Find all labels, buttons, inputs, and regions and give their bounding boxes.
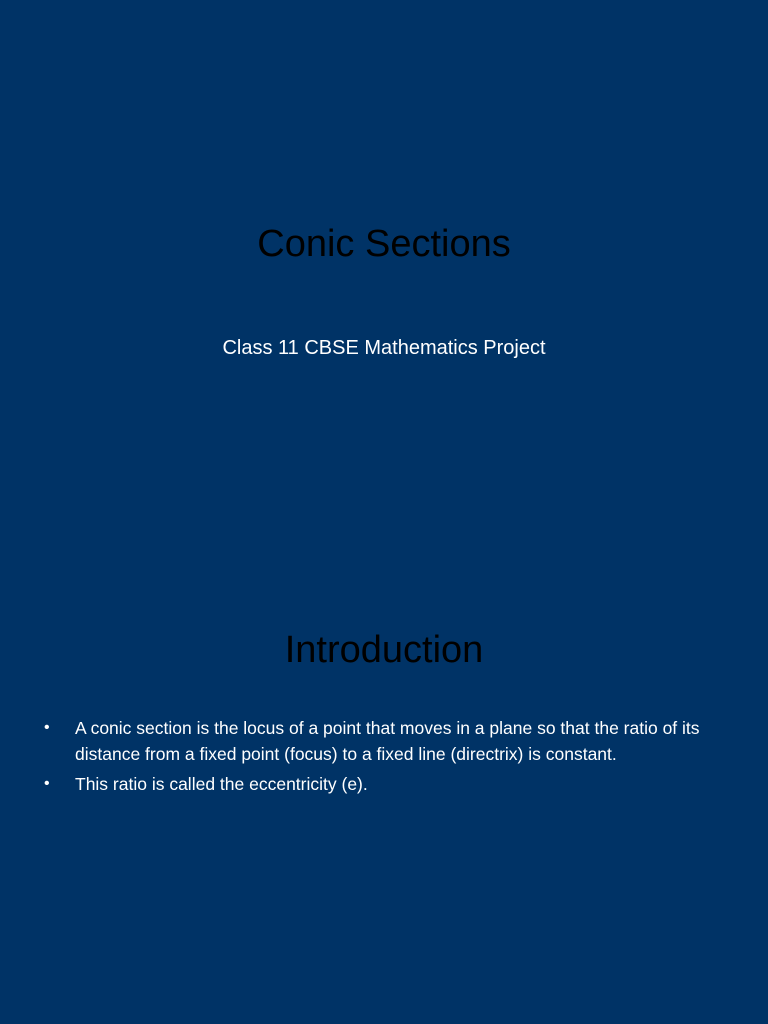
bullet-text: This ratio is called the eccentricity (e).: [75, 774, 368, 794]
bullet-text: A conic section is the locus of a point that moves in a plane so that the ratio of its distance from a fixed point (focus) to a fixed line (directrix) is constant.: [75, 718, 700, 764]
bullet-icon: •: [44, 775, 50, 792]
bullet-item: [40, 771, 720, 797]
bullet-icon: •: [44, 719, 50, 736]
bullet-list: [40, 715, 720, 801]
slide-subtitle: Class 11 CBSE Mathematics Project: [222, 337, 546, 359]
slide-introduction: [0, 512, 768, 1024]
slide-title-heading: Conic Sections: [257, 223, 511, 265]
slide-introduction-heading: Introduction: [284, 629, 484, 671]
bullet-item: [40, 715, 720, 767]
